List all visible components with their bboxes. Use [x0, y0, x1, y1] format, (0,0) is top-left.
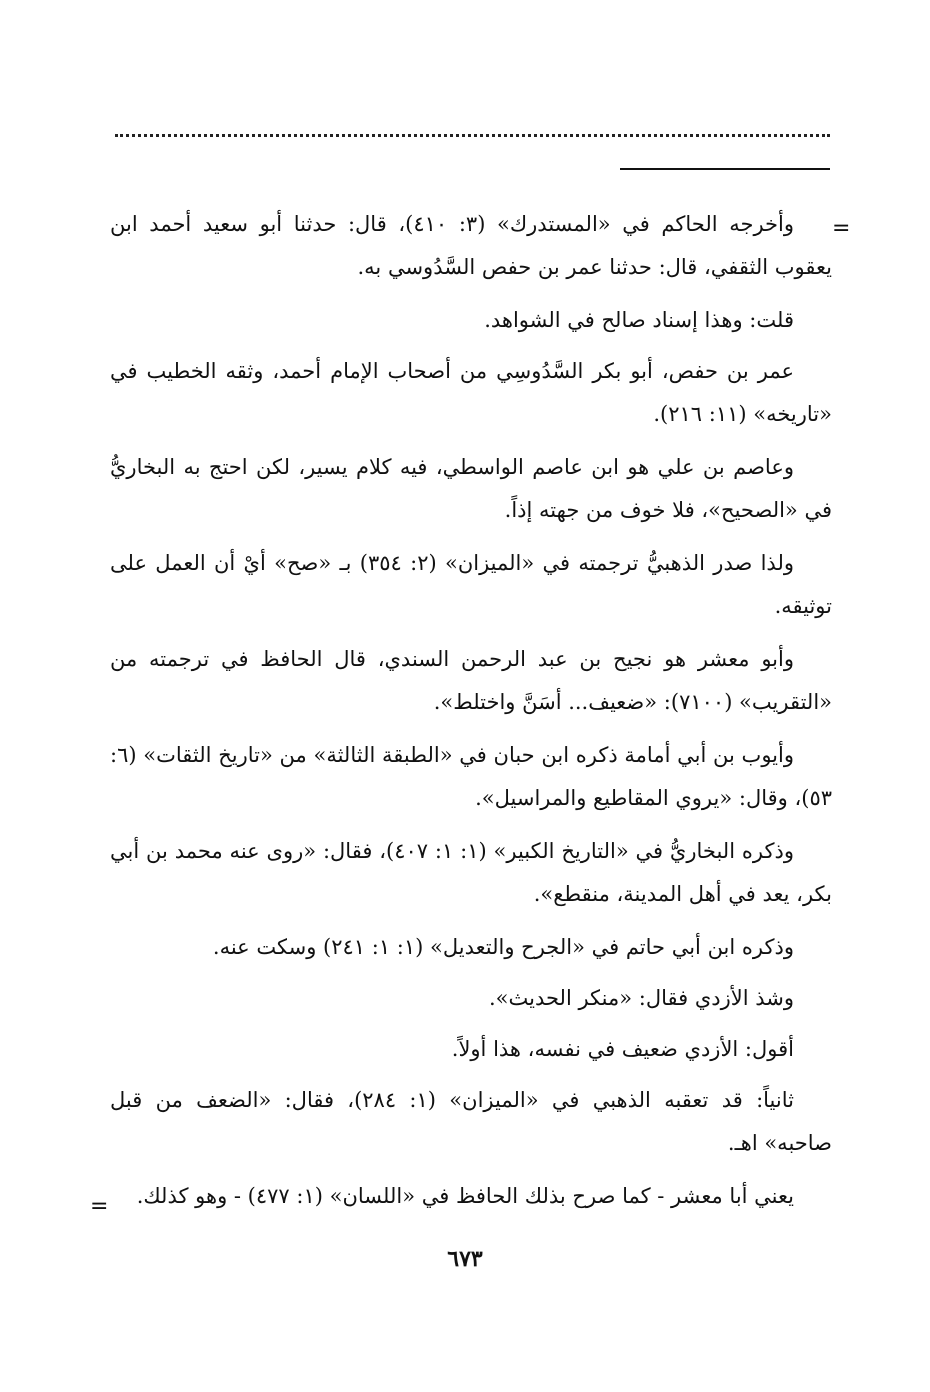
continuation-marker-bottom: =: [90, 1194, 109, 1219]
paragraph: وذكره البخاريُّ في «التاريخ الكبير» (١: ١: ٤٠٧)، فقال: «روى عنه محمد بن أبي بكر، يعد في أهل المدينة، منقطع».: [110, 839, 832, 906]
paragraph: وأيوب بن أبي أمامة ذكره ابن حبان في «الطبقة الثالثة» من «تاريخ الثقات» (٦: ٥٣)، وقال: «يروي المقاطيع والمراسيل».: [110, 743, 832, 810]
footnote-dotted-separator: [115, 134, 830, 137]
paragraph: يعني أبا معشر - كما صرح بذلك الحافظ في «اللسان» (١: ٤٧٧) - وهو كذلك.: [136, 1184, 794, 1208]
paragraph: وأبو معشر هو نجيح بن عبد الرحمن السندي، قال الحافظ في ترجمته من «التقريب» (٧١٠٠): «ضعيف... أسَنَّ واختلط».: [110, 647, 832, 714]
paragraph: ثانياً: قد تعقبه الذهبي في «الميزان» (١: ٢٨٤)، فقال: «الضعف من قبل صاحبه» اهـ.: [110, 1088, 832, 1155]
continuation-marker-top: =: [832, 216, 851, 241]
paragraph: قلت: وهذا إسناد صالح في الشواهد.: [484, 308, 794, 332]
paragraph: وشذ الأزدي فقال: «منكر الحديث».: [488, 986, 794, 1010]
paragraph: عمر بن حفص، أبو بكر السَّدُوسِي من أصحاب الإمام أحمد، وثقه الخطيب في «تاريخه» (١١: ٢١٦).: [110, 359, 832, 426]
paragraph: وأخرجه الحاكم في «المستدرك» (٣: ٤١٠)، قال: حدثنا أبو سعيد أحمد ابن يعقوب الثقفي، قال: حدثنا عمر بن حفص السَّدُوسي به.: [110, 212, 832, 279]
footnote-body: [110, 203, 832, 1228]
footnote-solid-rule: [620, 168, 830, 170]
paragraph: وذكره ابن أبي حاتم في «الجرح والتعديل» (١: ١: ٢٤١) وسكت عنه.: [212, 935, 794, 959]
page-number: ٦٧٣: [447, 1246, 483, 1272]
paragraph: ولذا صدر الذهبيُّ ترجمته في «الميزان» (٢: ٣٥٤) بـ «صح» أيْ أن العمل على توثيقه.: [110, 551, 832, 618]
paragraph: أقول: الأزدي ضعيف في نفسه، هذا أولاً.: [451, 1037, 794, 1061]
paragraph: وعاصم بن علي هو ابن عاصم الواسطي، فيه كلام يسير، لكن احتج به البخاريُّ في «الصحيح»، فلا خوف من جهته إذاً.: [110, 455, 832, 522]
